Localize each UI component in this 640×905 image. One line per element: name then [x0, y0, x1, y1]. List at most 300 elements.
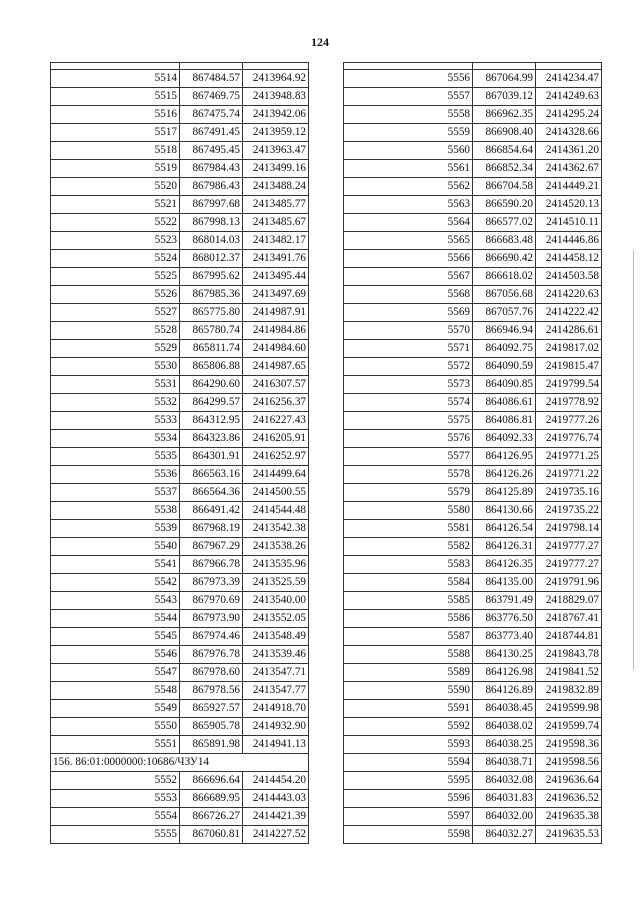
y-coordinate-cell: 2416205.91 — [243, 430, 309, 448]
table-row — [344, 592, 602, 610]
point-number-cell: 5531 — [51, 376, 180, 394]
x-coordinate-cell: 863791.49 — [473, 592, 536, 610]
point-number-cell: 5554 — [51, 808, 180, 826]
y-coordinate-cell: 2418744.81 — [536, 628, 602, 646]
y-coordinate-cell: 2414295.24 — [536, 106, 602, 124]
y-coordinate-cell: 2414918.70 — [243, 700, 309, 718]
point-number-cell: 5524 — [51, 250, 180, 268]
table-row — [344, 178, 602, 196]
y-coordinate-cell: 2413488.24 — [243, 178, 309, 196]
x-coordinate-cell: 864126.98 — [473, 664, 536, 682]
x-coordinate-cell: 867973.39 — [180, 574, 243, 592]
table-row — [344, 322, 602, 340]
y-coordinate-cell: 2413959.12 — [243, 124, 309, 142]
point-number-cell: 5594 — [344, 754, 473, 772]
y-coordinate-cell: 2419735.22 — [536, 502, 602, 520]
table-row — [344, 196, 602, 214]
point-number-cell: 5567 — [344, 268, 473, 286]
y-coordinate-cell: 2416227.43 — [243, 412, 309, 430]
table-row — [51, 646, 309, 664]
table-row — [51, 106, 309, 124]
point-number-cell: 5583 — [344, 556, 473, 574]
table-row — [51, 718, 309, 736]
point-number-cell: 5582 — [344, 538, 473, 556]
x-coordinate-cell: 866704.58 — [473, 178, 536, 196]
table-row — [51, 160, 309, 178]
y-coordinate-cell: 2414449.21 — [536, 178, 602, 196]
y-coordinate-cell: 2416252.97 — [243, 448, 309, 466]
y-coordinate-cell: 2414362.67 — [536, 160, 602, 178]
table-row — [51, 124, 309, 142]
y-coordinate-cell: 2414286.61 — [536, 322, 602, 340]
table-row — [344, 214, 602, 232]
table-row — [344, 574, 602, 592]
table-row — [51, 394, 309, 412]
table-row — [344, 70, 602, 88]
table-row — [51, 412, 309, 430]
point-number-cell: 5571 — [344, 340, 473, 358]
point-number-cell: 5592 — [344, 718, 473, 736]
table-row — [344, 286, 602, 304]
table-row — [51, 790, 309, 808]
section-label: 156. 86:01:0000000:10686/ЧЗУ14 — [51, 754, 309, 772]
x-coordinate-cell: 867491.45 — [180, 124, 243, 142]
x-coordinate-cell: 864090.85 — [473, 376, 536, 394]
table-row — [344, 376, 602, 394]
point-number-cell: 5555 — [51, 826, 180, 844]
y-coordinate-cell: 2413963.47 — [243, 142, 309, 160]
point-number-cell: 5537 — [51, 484, 180, 502]
point-number-cell: 5542 — [51, 574, 180, 592]
y-coordinate-cell: 2414932.90 — [243, 718, 309, 736]
point-number-cell: 5579 — [344, 484, 473, 502]
page-number: 124 — [311, 35, 329, 49]
point-number-cell: 5549 — [51, 700, 180, 718]
y-coordinate-cell: 2414503.58 — [536, 268, 602, 286]
x-coordinate-cell: 867986.43 — [180, 178, 243, 196]
point-number-cell: 5593 — [344, 736, 473, 754]
y-coordinate-cell: 2419598.56 — [536, 754, 602, 772]
y-coordinate-cell: 2419777.27 — [536, 538, 602, 556]
x-coordinate-cell: 864125.89 — [473, 484, 536, 502]
x-coordinate-cell: 864130.66 — [473, 502, 536, 520]
x-coordinate-cell: 864090.59 — [473, 358, 536, 376]
table-row — [51, 268, 309, 286]
table-row — [51, 448, 309, 466]
table-row — [51, 700, 309, 718]
table-row — [344, 772, 602, 790]
point-number-cell: 5561 — [344, 160, 473, 178]
y-coordinate-cell: 2413538.26 — [243, 538, 309, 556]
point-number-cell: 5515 — [51, 88, 180, 106]
table-row — [51, 592, 309, 610]
table-row — [51, 178, 309, 196]
y-coordinate-cell: 2419636.52 — [536, 790, 602, 808]
point-number-cell: 5520 — [51, 178, 180, 196]
point-number-cell: 5577 — [344, 448, 473, 466]
table-row — [51, 358, 309, 376]
table-row — [51, 88, 309, 106]
table-row — [51, 196, 309, 214]
table-header-row — [51, 63, 309, 70]
point-number-cell: 5530 — [51, 358, 180, 376]
y-coordinate-cell: 2419599.74 — [536, 718, 602, 736]
point-number-cell: 5560 — [344, 142, 473, 160]
point-number-cell: 5576 — [344, 430, 473, 448]
x-coordinate-cell: 864092.75 — [473, 340, 536, 358]
x-coordinate-cell: 866908.40 — [473, 124, 536, 142]
y-coordinate-cell: 2419771.22 — [536, 466, 602, 484]
y-coordinate-cell: 2419799.54 — [536, 376, 602, 394]
y-coordinate-cell: 2419841.52 — [536, 664, 602, 682]
x-coordinate-cell: 864126.54 — [473, 520, 536, 538]
y-coordinate-cell: 2414328.66 — [536, 124, 602, 142]
x-coordinate-cell: 863776.50 — [473, 610, 536, 628]
point-number-cell: 5565 — [344, 232, 473, 250]
x-coordinate-cell: 867039.12 — [473, 88, 536, 106]
point-number-cell: 5558 — [344, 106, 473, 124]
x-coordinate-cell: 866854.64 — [473, 142, 536, 160]
x-coordinate-cell: 866564.36 — [180, 484, 243, 502]
point-number-cell: 5559 — [344, 124, 473, 142]
x-coordinate-cell: 864135.00 — [473, 574, 536, 592]
x-coordinate-cell: 867978.60 — [180, 664, 243, 682]
x-coordinate-cell: 864126.31 — [473, 538, 536, 556]
table-row — [51, 538, 309, 556]
point-number-cell: 5529 — [51, 340, 180, 358]
x-coordinate-cell: 867970.69 — [180, 592, 243, 610]
y-coordinate-cell: 2416307.57 — [243, 376, 309, 394]
x-coordinate-cell: 866683.48 — [473, 232, 536, 250]
table-row — [344, 502, 602, 520]
y-coordinate-cell: 2413485.67 — [243, 214, 309, 232]
x-coordinate-cell: 864032.27 — [473, 826, 536, 844]
y-coordinate-cell: 2419798.14 — [536, 520, 602, 538]
y-coordinate-cell: 2419636.64 — [536, 772, 602, 790]
table-row — [344, 826, 602, 844]
table-row — [344, 556, 602, 574]
point-number-cell: 5557 — [344, 88, 473, 106]
table-row — [344, 790, 602, 808]
table-row — [344, 268, 602, 286]
x-coordinate-cell: 867978.56 — [180, 682, 243, 700]
x-coordinate-cell: 866618.02 — [473, 268, 536, 286]
x-coordinate-cell: 864323.86 — [180, 430, 243, 448]
point-number-cell: 5566 — [344, 250, 473, 268]
x-coordinate-cell: 867060.81 — [180, 826, 243, 844]
point-number-cell: 5522 — [51, 214, 180, 232]
point-number-cell: 5572 — [344, 358, 473, 376]
y-coordinate-cell: 2419817.02 — [536, 340, 602, 358]
table-row — [344, 160, 602, 178]
point-number-cell: 5569 — [344, 304, 473, 322]
x-coordinate-cell: 864290.60 — [180, 376, 243, 394]
y-coordinate-cell: 2419832.89 — [536, 682, 602, 700]
table-row — [344, 520, 602, 538]
y-coordinate-cell: 2414222.42 — [536, 304, 602, 322]
point-number-cell: 5574 — [344, 394, 473, 412]
coordinates-table-right — [343, 62, 602, 844]
table-row — [51, 322, 309, 340]
table-row — [51, 736, 309, 754]
x-coordinate-cell: 866696.64 — [180, 772, 243, 790]
y-coordinate-cell: 2413540.00 — [243, 592, 309, 610]
y-coordinate-cell: 2414249.63 — [536, 88, 602, 106]
point-number-cell: 5518 — [51, 142, 180, 160]
y-coordinate-cell: 2414227.52 — [243, 826, 309, 844]
table-row — [344, 394, 602, 412]
x-coordinate-cell: 866590.20 — [473, 196, 536, 214]
x-coordinate-cell: 864038.02 — [473, 718, 536, 736]
point-number-cell: 5517 — [51, 124, 180, 142]
table-header-row — [344, 63, 602, 70]
table-row — [344, 754, 602, 772]
x-coordinate-cell: 865905.78 — [180, 718, 243, 736]
point-number-cell: 5591 — [344, 700, 473, 718]
point-number-cell: 5578 — [344, 466, 473, 484]
table-row — [344, 628, 602, 646]
x-coordinate-cell: 864126.26 — [473, 466, 536, 484]
y-coordinate-cell: 2419778.92 — [536, 394, 602, 412]
x-coordinate-cell: 866946.94 — [473, 322, 536, 340]
x-coordinate-cell: 867973.90 — [180, 610, 243, 628]
y-coordinate-cell: 2413942.06 — [243, 106, 309, 124]
y-coordinate-cell: 2419777.27 — [536, 556, 602, 574]
table-row — [344, 664, 602, 682]
x-coordinate-cell: 864032.00 — [473, 808, 536, 826]
x-coordinate-cell: 866491.42 — [180, 502, 243, 520]
point-number-cell: 5548 — [51, 682, 180, 700]
x-coordinate-cell: 864299.57 — [180, 394, 243, 412]
x-coordinate-cell: 867976.78 — [180, 646, 243, 664]
point-number-cell: 5540 — [51, 538, 180, 556]
table-row — [344, 358, 602, 376]
y-coordinate-cell: 2414446.86 — [536, 232, 602, 250]
point-number-cell: 5541 — [51, 556, 180, 574]
table-row — [51, 574, 309, 592]
y-coordinate-cell: 2413552.05 — [243, 610, 309, 628]
table-row — [51, 70, 309, 88]
point-number-cell: 5598 — [344, 826, 473, 844]
table-row — [344, 430, 602, 448]
table-row — [51, 826, 309, 844]
x-coordinate-cell: 867998.13 — [180, 214, 243, 232]
x-coordinate-cell: 868012.37 — [180, 250, 243, 268]
x-coordinate-cell: 867475.74 — [180, 106, 243, 124]
x-coordinate-cell: 864092.33 — [473, 430, 536, 448]
point-number-cell: 5585 — [344, 592, 473, 610]
x-coordinate-cell: 867995.62 — [180, 268, 243, 286]
table-row — [344, 232, 602, 250]
x-coordinate-cell: 864130.25 — [473, 646, 536, 664]
y-coordinate-cell: 2413535.96 — [243, 556, 309, 574]
table-row — [344, 466, 602, 484]
x-coordinate-cell: 866563.16 — [180, 466, 243, 484]
x-coordinate-cell: 867974.46 — [180, 628, 243, 646]
table-row — [344, 718, 602, 736]
x-coordinate-cell: 867985.36 — [180, 286, 243, 304]
point-number-cell: 5526 — [51, 286, 180, 304]
y-coordinate-cell: 2413491.76 — [243, 250, 309, 268]
y-coordinate-cell: 2419776.74 — [536, 430, 602, 448]
point-number-cell: 5536 — [51, 466, 180, 484]
point-number-cell: 5521 — [51, 196, 180, 214]
point-number-cell: 5532 — [51, 394, 180, 412]
table-row — [51, 664, 309, 682]
y-coordinate-cell: 2414361.20 — [536, 142, 602, 160]
point-number-cell: 5544 — [51, 610, 180, 628]
x-coordinate-cell: 865891.98 — [180, 736, 243, 754]
y-coordinate-cell: 2414454.20 — [243, 772, 309, 790]
point-number-cell: 5516 — [51, 106, 180, 124]
point-number-cell: 5547 — [51, 664, 180, 682]
table-row — [51, 466, 309, 484]
table-row — [344, 682, 602, 700]
y-coordinate-cell: 2419635.53 — [536, 826, 602, 844]
x-coordinate-cell: 867984.43 — [180, 160, 243, 178]
point-number-cell: 5538 — [51, 502, 180, 520]
x-coordinate-cell: 867966.78 — [180, 556, 243, 574]
point-number-cell: 5534 — [51, 430, 180, 448]
y-coordinate-cell: 2418829.07 — [536, 592, 602, 610]
point-number-cell: 5588 — [344, 646, 473, 664]
y-coordinate-cell: 2413495.44 — [243, 268, 309, 286]
point-number-cell: 5580 — [344, 502, 473, 520]
y-coordinate-cell: 2413525.59 — [243, 574, 309, 592]
y-coordinate-cell: 2414421.39 — [243, 808, 309, 826]
x-coordinate-cell: 864126.89 — [473, 682, 536, 700]
point-number-cell: 5556 — [344, 70, 473, 88]
y-coordinate-cell: 2419815.47 — [536, 358, 602, 376]
y-coordinate-cell: 2413499.16 — [243, 160, 309, 178]
table-row — [51, 214, 309, 232]
x-coordinate-cell: 866577.02 — [473, 214, 536, 232]
x-coordinate-cell: 864126.35 — [473, 556, 536, 574]
table-row — [51, 556, 309, 574]
point-number-cell: 5589 — [344, 664, 473, 682]
x-coordinate-cell: 866962.35 — [473, 106, 536, 124]
y-coordinate-cell: 2414987.91 — [243, 304, 309, 322]
y-coordinate-cell: 2413539.46 — [243, 646, 309, 664]
table-row — [344, 340, 602, 358]
table-row — [51, 304, 309, 322]
point-number-cell: 5543 — [51, 592, 180, 610]
point-number-cell: 5545 — [51, 628, 180, 646]
x-coordinate-cell: 864086.81 — [473, 412, 536, 430]
y-coordinate-cell: 2413542.38 — [243, 520, 309, 538]
point-number-cell: 5563 — [344, 196, 473, 214]
x-coordinate-cell: 867469.75 — [180, 88, 243, 106]
y-coordinate-cell: 2414984.60 — [243, 340, 309, 358]
y-coordinate-cell: 2419599.98 — [536, 700, 602, 718]
point-number-cell: 5587 — [344, 628, 473, 646]
x-coordinate-cell: 866689.95 — [180, 790, 243, 808]
y-coordinate-cell: 2413485.77 — [243, 196, 309, 214]
x-coordinate-cell: 867056.68 — [473, 286, 536, 304]
table-row — [344, 142, 602, 160]
x-coordinate-cell: 867968.19 — [180, 520, 243, 538]
point-number-cell: 5590 — [344, 682, 473, 700]
point-number-cell: 5595 — [344, 772, 473, 790]
table-row — [51, 772, 309, 790]
table-row — [51, 520, 309, 538]
point-number-cell: 5597 — [344, 808, 473, 826]
x-coordinate-cell: 867484.57 — [180, 70, 243, 88]
y-coordinate-cell: 2414443.03 — [243, 790, 309, 808]
y-coordinate-cell: 2414458.12 — [536, 250, 602, 268]
table-row — [51, 430, 309, 448]
coordinates-table-left — [50, 62, 309, 844]
y-coordinate-cell: 2414234.47 — [536, 70, 602, 88]
y-coordinate-cell: 2414987.65 — [243, 358, 309, 376]
table-row — [51, 340, 309, 358]
y-coordinate-cell: 2418767.41 — [536, 610, 602, 628]
point-number-cell: 5514 — [51, 70, 180, 88]
x-coordinate-cell: 867495.45 — [180, 142, 243, 160]
table-row — [344, 250, 602, 268]
x-coordinate-cell: 865780.74 — [180, 322, 243, 340]
y-coordinate-cell: 2419843.78 — [536, 646, 602, 664]
point-number-cell: 5552 — [51, 772, 180, 790]
x-coordinate-cell: 864032.08 — [473, 772, 536, 790]
y-coordinate-cell: 2419635.38 — [536, 808, 602, 826]
x-coordinate-cell: 867057.76 — [473, 304, 536, 322]
point-number-cell: 5586 — [344, 610, 473, 628]
table-row — [51, 484, 309, 502]
point-number-cell: 5562 — [344, 178, 473, 196]
x-coordinate-cell: 866690.42 — [473, 250, 536, 268]
y-coordinate-cell: 2419771.25 — [536, 448, 602, 466]
y-coordinate-cell: 2414984.86 — [243, 322, 309, 340]
table-row — [51, 502, 309, 520]
table-row — [344, 304, 602, 322]
y-coordinate-cell: 2414500.55 — [243, 484, 309, 502]
x-coordinate-cell: 865806.88 — [180, 358, 243, 376]
table-row — [344, 538, 602, 556]
x-coordinate-cell: 863773.40 — [473, 628, 536, 646]
y-coordinate-cell: 2419598.36 — [536, 736, 602, 754]
point-number-cell: 5575 — [344, 412, 473, 430]
y-coordinate-cell: 2413497.69 — [243, 286, 309, 304]
x-coordinate-cell: 864312.95 — [180, 412, 243, 430]
y-coordinate-cell: 2419791.96 — [536, 574, 602, 592]
table-row — [51, 628, 309, 646]
y-coordinate-cell: 2413547.71 — [243, 664, 309, 682]
y-coordinate-cell: 2413948.83 — [243, 88, 309, 106]
table-row — [51, 808, 309, 826]
point-number-cell: 5564 — [344, 214, 473, 232]
x-coordinate-cell: 866852.34 — [473, 160, 536, 178]
x-coordinate-cell: 864038.71 — [473, 754, 536, 772]
x-coordinate-cell: 864126.95 — [473, 448, 536, 466]
point-number-cell: 5523 — [51, 232, 180, 250]
point-number-cell: 5568 — [344, 286, 473, 304]
section-row — [51, 754, 309, 772]
table-row — [51, 142, 309, 160]
table-row — [51, 610, 309, 628]
y-coordinate-cell: 2413482.17 — [243, 232, 309, 250]
table-row — [344, 484, 602, 502]
x-coordinate-cell: 864038.45 — [473, 700, 536, 718]
table-row — [51, 250, 309, 268]
table-row — [344, 610, 602, 628]
table-row — [344, 448, 602, 466]
point-number-cell: 5535 — [51, 448, 180, 466]
point-number-cell: 5527 — [51, 304, 180, 322]
table-row — [344, 646, 602, 664]
point-number-cell: 5550 — [51, 718, 180, 736]
y-coordinate-cell: 2414499.64 — [243, 466, 309, 484]
